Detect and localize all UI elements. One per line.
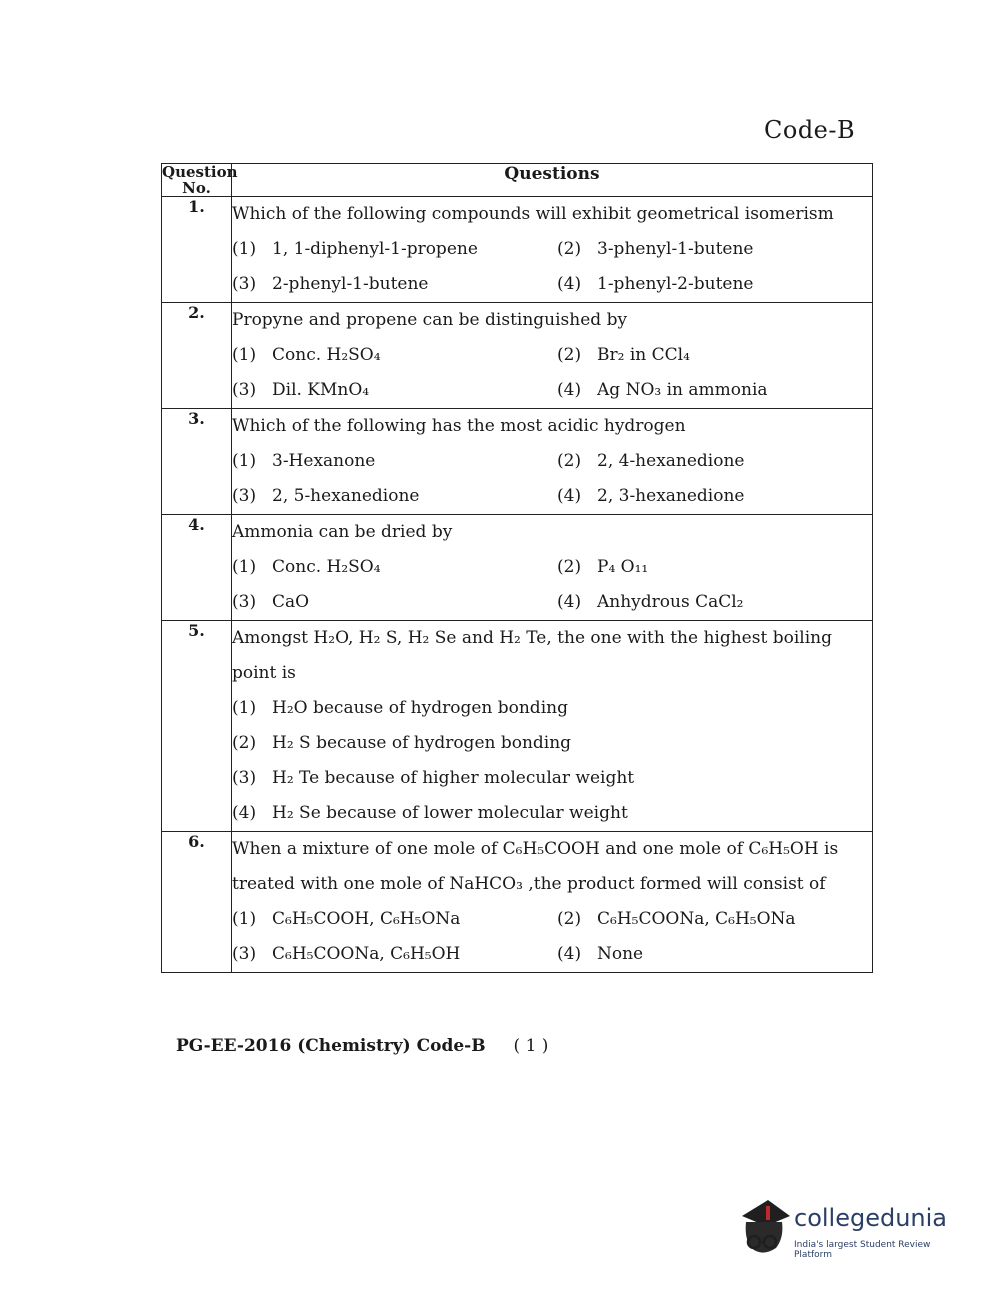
question-body [232,409,873,515]
option-label: (3) [232,274,257,294]
option-label: (4) [557,486,582,506]
option-list [232,550,872,620]
option-list [232,232,872,302]
option-text: 1, 1-diphenyl-1-propene [272,239,478,259]
answer-option [232,444,547,479]
question-list [162,197,873,973]
option-label: (1) [232,557,257,577]
option-text: H₂ S because of hydrogen bonding [272,733,572,753]
questions-header: Questions [232,164,873,197]
answer-option [557,338,872,373]
option-label: (3) [232,486,257,506]
option-text: Anhydrous CaCl₂ [597,592,744,612]
question-stem: Which of the following has the most acidic hydrogen [232,416,686,436]
answer-option [232,373,547,408]
option-list [232,691,872,831]
option-label: (2) [557,909,582,929]
question-body [232,197,873,303]
option-label: (2) [232,733,257,753]
option-text: Dil. KMnO₄ [272,380,370,400]
question-row [162,515,873,621]
answer-option [557,902,872,937]
answer-option [232,550,547,585]
answer-option [557,550,872,585]
question-number: 4. [162,515,232,621]
option-list [232,902,872,972]
answer-option [232,338,547,373]
option-text: CaO [272,592,310,612]
option-text: 1-phenyl-2-butene [597,274,754,294]
question-stem: Ammonia can be dried by [232,522,453,542]
question-row [162,832,873,973]
question-row [162,409,873,515]
question-number: 2. [162,303,232,409]
collegedunia-logo [738,1198,968,1268]
question-stem: Propyne and propene can be distinguished by [232,310,628,330]
option-list [232,444,872,514]
answer-option [557,373,872,408]
option-text: None [597,944,644,964]
question-stem: Which of the following compounds will exhibit geometrical isomerism [232,204,834,224]
option-label: (1) [232,451,257,471]
option-text: Br₂ in CCl₄ [597,345,690,365]
option-label: (2) [557,345,582,365]
answer-option [232,267,547,302]
paper-code: Code-B [764,116,856,144]
answer-option [232,796,872,831]
table-header-row [162,164,873,197]
question-number: 6. [162,832,232,973]
option-text: Conc. H₂SO₄ [272,345,381,365]
option-label: (4) [557,944,582,964]
option-text: H₂O because of hydrogen bonding [272,698,568,718]
question-number: 5. [162,621,232,832]
question-body [232,621,873,832]
option-text: 2, 4-hexanedione [597,451,745,471]
option-label: (1) [232,345,257,365]
option-text: 3-Hexanone [272,451,376,471]
answer-option [232,691,872,726]
option-label: (3) [232,944,257,964]
answer-option [232,726,872,761]
question-number: 3. [162,409,232,515]
option-text: P₄ O₁₁ [597,557,649,577]
option-list [232,338,872,408]
question-row [162,303,873,409]
option-text: H₂ Te because of higher molecular weight [272,768,635,788]
answer-option [232,761,872,796]
answer-option [232,585,547,620]
option-label: (4) [557,274,582,294]
answer-option [557,479,872,514]
page-footer [176,1036,548,1056]
footer-text: PG-EE-2016 (Chemistry) Code-B [176,1036,486,1056]
option-text: Conc. H₂SO₄ [272,557,381,577]
answer-option [557,937,872,972]
option-label: (3) [232,768,257,788]
answer-option [557,267,872,302]
option-text: 2, 3-hexanedione [597,486,745,506]
option-text: 3-phenyl-1-butene [597,239,754,259]
option-text: C₆H₅COONa, C₆H₅OH [272,944,461,964]
option-label: (1) [232,698,257,718]
option-label: (4) [557,380,582,400]
option-label: (4) [232,803,257,823]
brand-name: collegedunia [794,1204,948,1232]
option-text: H₂ Se because of lower molecular weight [272,803,628,823]
option-label: (3) [232,380,257,400]
answer-option [232,232,547,267]
answer-option [557,444,872,479]
option-label: (1) [232,239,257,259]
question-row [162,621,873,832]
answer-option [557,232,872,267]
option-text: C₆H₅COONa, C₆H₅ONa [597,909,796,929]
answer-option [232,902,547,937]
option-label: (2) [557,239,582,259]
question-number: 1. [162,197,232,303]
answer-option [557,585,872,620]
option-text: 2-phenyl-1-butene [272,274,429,294]
option-label: (1) [232,909,257,929]
question-stem: Amongst H₂O, H₂ S, H₂ Se and H₂ Te, the one with the highest boiling point is [232,628,832,683]
brand-tagline: India's largest Student Review Platform [794,1240,931,1260]
student-mascot-icon [738,1198,790,1260]
answer-option [232,479,547,514]
question-table [161,163,873,973]
option-text: C₆H₅COOH, C₆H₅ONa [272,909,461,929]
question-body [232,832,873,973]
page-number: ( 1 ) [513,1036,549,1056]
option-label: (2) [557,451,582,471]
option-text: Ag NO₃ in ammonia [597,380,768,400]
question-body [232,303,873,409]
question-body [232,515,873,621]
option-label: (4) [557,592,582,612]
answer-option [232,937,547,972]
option-text: 2, 5-hexanedione [272,486,420,506]
option-label: (3) [232,592,257,612]
question-stem: When a mixture of one mole of C₆H₅COOH and one mole of C₆H₅OH is treated with one mole of NaHCO₃ ,the product formed will consist of [232,839,839,894]
question-no-header: Question No. [162,163,238,197]
option-label: (2) [557,557,582,577]
question-row [162,197,873,303]
